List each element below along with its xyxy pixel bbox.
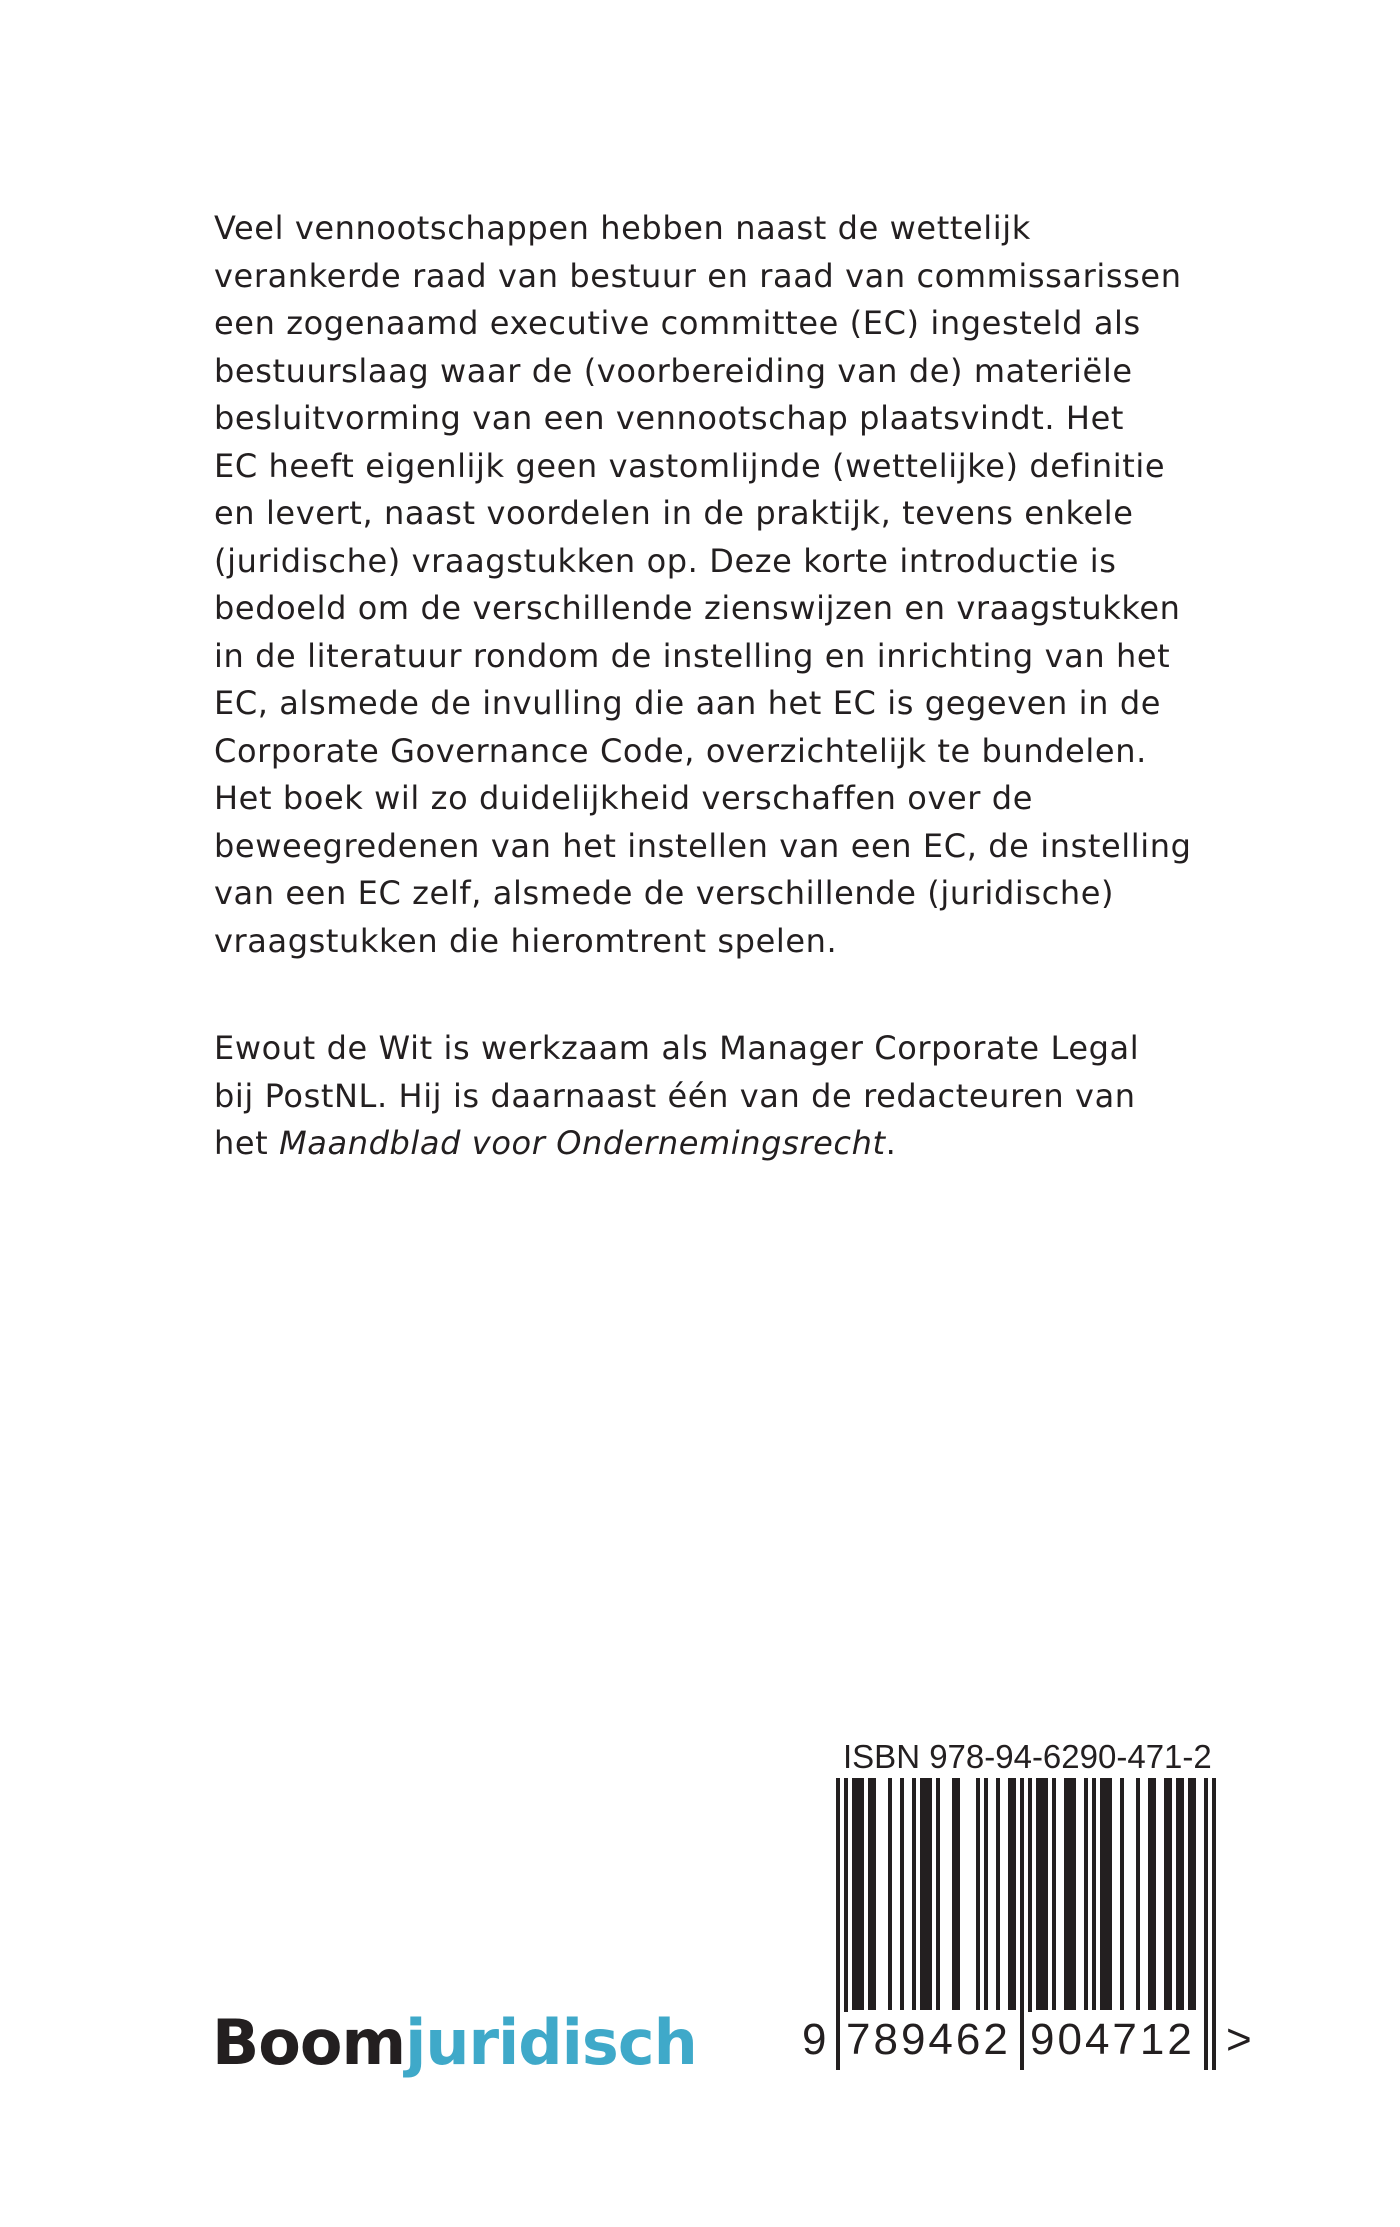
barcode-bar	[1120, 1778, 1124, 2010]
barcode-bar	[1064, 1778, 1076, 2010]
author-bio-prefix: het	[214, 1124, 280, 1162]
barcode-bar	[952, 1778, 960, 2010]
barcode-bar	[1176, 1778, 1184, 2010]
author-bio-line: Ewout de Wit is werkzaam als Manager Corporate Legal	[214, 1029, 1140, 1067]
description-line: Corporate Governance Code, overzichtelijk te bundelen.	[214, 731, 1147, 770]
barcode-bar	[1188, 1778, 1196, 2010]
barcode-bar	[1100, 1778, 1112, 2010]
barcode-bar	[1092, 1778, 1096, 2010]
description-line: bestuurslaag waar de (voorbereiding van de) materiële	[214, 351, 1133, 390]
barcode-bar	[1036, 1778, 1048, 2010]
barcode-bar	[1164, 1778, 1172, 2010]
barcode-lead-digit: 9	[802, 2015, 827, 2064]
description-line: besluitvorming van een vennootschap plaatsvindt. Het	[214, 399, 1125, 437]
logo-boom-text: Boom	[212, 2006, 406, 2079]
barcode-guard-bar	[1204, 1778, 1208, 2070]
barcode-bar	[868, 1778, 876, 2010]
description-line: EC heeft eigenlijk geen vastomlijnde (wettelijke) definitie	[214, 446, 1166, 485]
isbn-label: ISBN 978-94-6290-471-2	[843, 1738, 1212, 1775]
author-bio-line	[214, 1120, 1254, 1168]
barcode-guard-bar	[1212, 1778, 1216, 2070]
description-line: (juridische) vraagstukken op. Deze korte introductie is	[214, 541, 1117, 580]
barcode-bar	[900, 1778, 904, 2010]
description-line: EC, alsmede de invulling die aan het EC is gegeven in de	[214, 684, 1162, 722]
barcode-bar	[888, 1778, 892, 2010]
author-bio-line: bij PostNL. Hij is daarnaast één van de redacteuren van	[214, 1076, 1136, 1115]
barcode-bar	[1148, 1778, 1156, 2010]
barcode-bar	[1008, 1778, 1016, 2010]
barcode-bar	[912, 1778, 916, 2010]
barcode-bar	[920, 1778, 932, 2010]
barcode-bar	[976, 1778, 980, 2010]
barcode-bar	[1084, 1778, 1088, 2010]
logo-juridisch-text: juridisch	[405, 2006, 697, 2079]
description-line: een zogenaamd executive committee (EC) ingesteld als	[214, 304, 1141, 342]
barcode-right-digits: 904712	[1030, 2015, 1195, 2064]
description-line: bedoeld om de verschillende zienswijzen en vraagstukken	[214, 589, 1181, 627]
description-line: beweegredenen van het instellen van een EC, de instelling	[214, 826, 1192, 865]
description-line: Veel vennootschappen hebben naast de wettelijk	[214, 209, 1031, 247]
journal-title: Maandblad voor Ondernemingsrecht	[279, 1124, 886, 1162]
barcode-bar	[1052, 1778, 1056, 2010]
description-line: van een EC zelf, alsmede de verschillende (juridische)	[214, 874, 1115, 912]
description-line: vraagstukken die hieromtrent spelen.	[214, 921, 838, 960]
description-line: verankerde raad van bestuur en raad van commissarissen	[214, 256, 1182, 295]
description-line: Het boek wil zo duidelijkheid verschaffen over de	[214, 779, 1033, 817]
description-line: en levert, naast voordelen in de praktijk, tevens enkele	[214, 494, 1134, 532]
barcode-quiet-zone-arrow: >	[1226, 2015, 1252, 2064]
barcode-bar	[852, 1778, 864, 2010]
barcode-bar	[984, 1778, 988, 2010]
author-bio-suffix: .	[885, 1124, 897, 1162]
barcode-bar	[1136, 1778, 1140, 2010]
barcode-left-digits: 789462	[846, 2015, 1011, 2064]
description-text	[214, 205, 1254, 965]
barcode-bar	[996, 1778, 1000, 2010]
publisher-logo	[212, 2006, 697, 2079]
author-bio	[214, 1025, 1254, 1168]
description-line: in de literatuur rondom de instelling en inrichting van het	[214, 636, 1171, 675]
barcode-bar	[936, 1778, 940, 2010]
